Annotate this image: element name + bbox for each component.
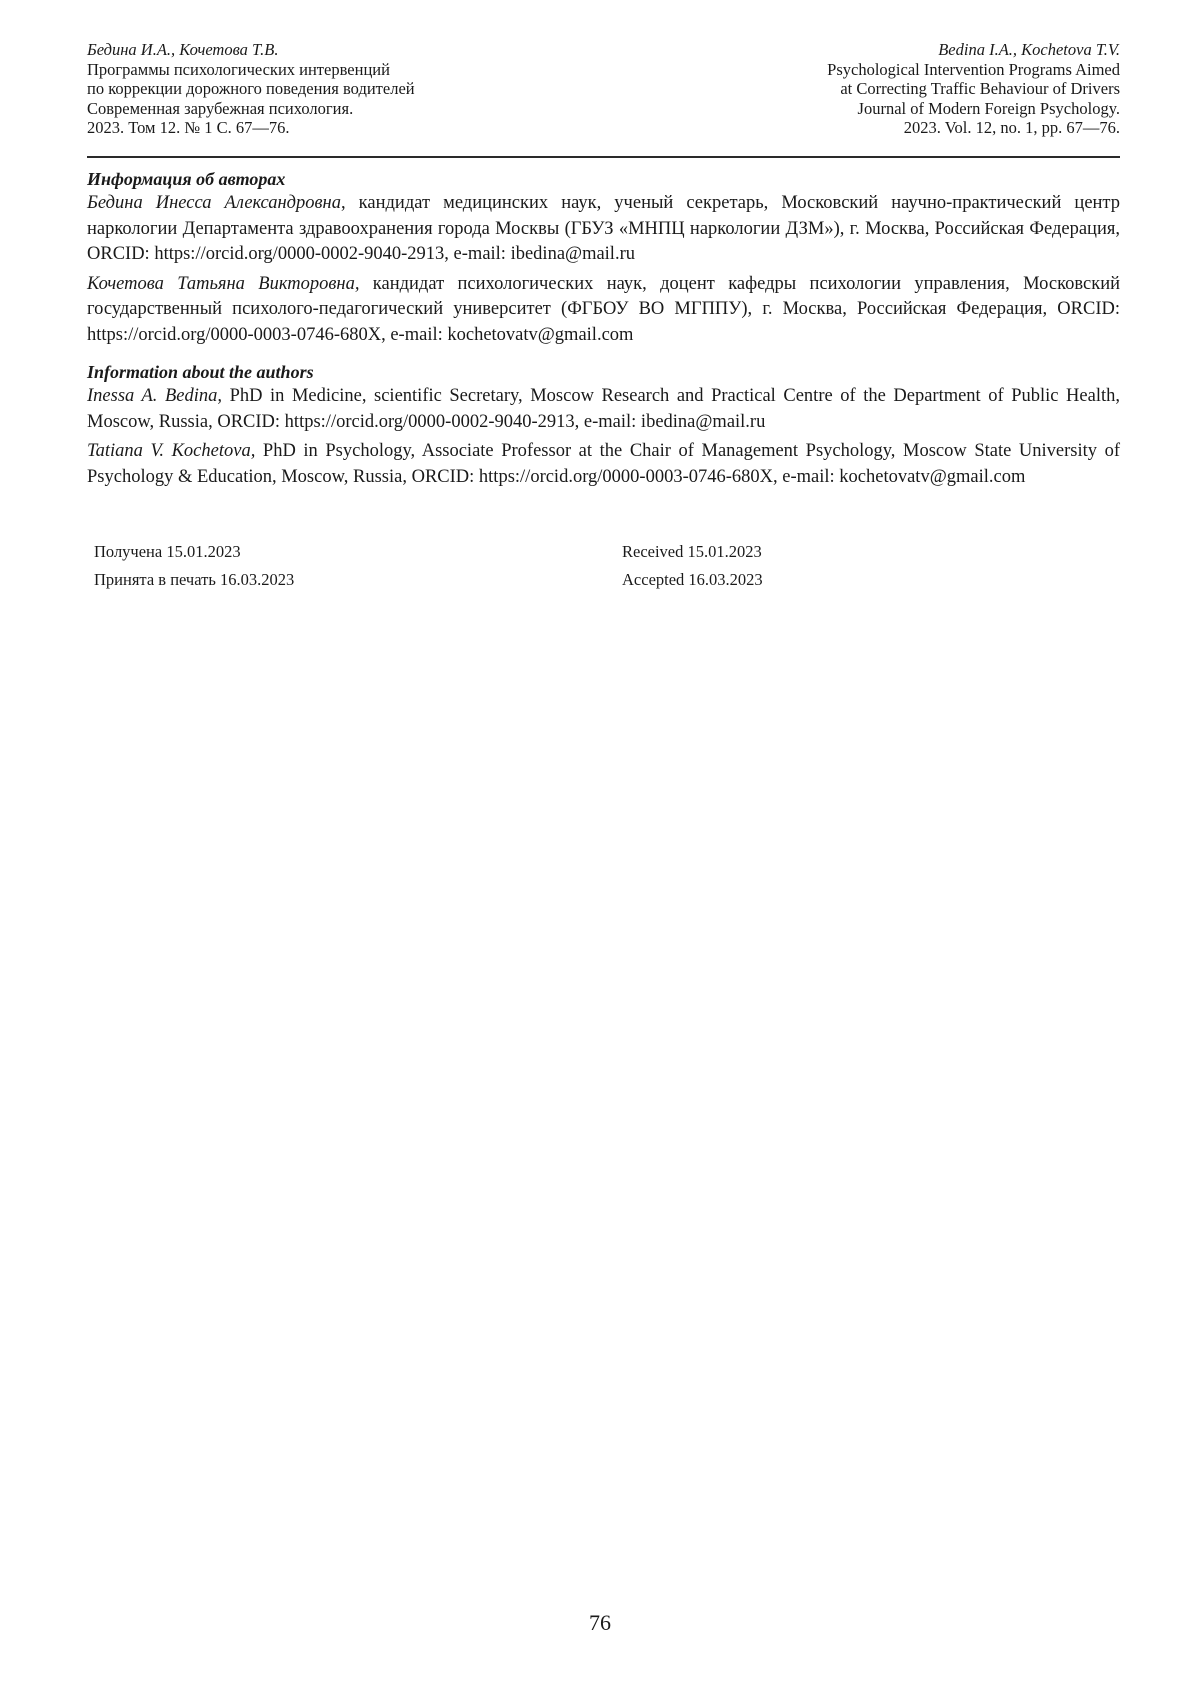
- author-info-ru: [87, 167, 1120, 348]
- header-title-ru-line1: Программы психологических интервенций: [87, 59, 390, 79]
- header-issue-en: 2023. Vol. 12, no. 1, pp. 67—76.: [903, 118, 1120, 138]
- dates-ru: [94, 538, 294, 594]
- author-details: PhD in Medicine, scientific Secretary, Moscow Research and Practical Centre of the Department of Public Health, Moscow, Russia, ORCID: https://orcid.org/0000-0002-9040-2913, e-mail: ibedina@mail.ru: [87, 386, 1120, 432]
- header-title-ru-line2: по коррекции дорожного поведения водителей: [87, 79, 415, 99]
- author-entry: [87, 191, 1120, 268]
- header-journal-ru: Современная зарубежная психология.: [87, 98, 354, 118]
- author-details: , кандидат медицинских наук, ученый секретарь, Московский научно-практический центр наркологии Департамента здравоохранения города Москвы (ГБУЗ «МНПЦ наркологии ДЗМ»), г. Москва, Российская Федерация, ORCID: https://orcid.org/0000-0002-9040-2913, e-mail: ibedina@mail.ru: [87, 193, 1120, 264]
- running-header-en: [827, 40, 1120, 138]
- section-title-en: Information about the authors: [87, 362, 314, 382]
- author-name: Кочетова Татьяна Викторовна,: [87, 273, 360, 294]
- header-title-en-line1: Psychological Intervention Programs Aimed: [827, 59, 1120, 79]
- received-date-en: Received 15.01.2023: [622, 542, 762, 561]
- author-entry: [87, 384, 1120, 435]
- header-authors-en: Bedina I.A., Kochetova T.V.: [938, 40, 1120, 59]
- header-authors-ru: Бедина И.А., Кочетова Т.В.: [87, 40, 279, 59]
- accepted-date-en: Accepted 16.03.2023: [622, 570, 763, 589]
- author-name: Бедина Инесса Александровна: [87, 193, 341, 213]
- header-title-en-line2: at Correcting Traffic Behaviour of Drivers: [840, 79, 1120, 99]
- author-name: Inessa A. Bedina,: [87, 386, 223, 406]
- running-header-ru: [87, 40, 415, 138]
- header-issue-ru: 2023. Том 12. № 1 С. 67—76.: [87, 118, 290, 138]
- author-entry: [87, 272, 1120, 349]
- received-date-ru: Получена 15.01.2023: [94, 542, 241, 561]
- author-details: кандидат психологических наук, доцент кафедры психологии управления, Московский государственный психолого-педагогический университет (ФГБОУ ВО МГППУ), г. Москва, Российская Федерация, ORCID: https://orcid.org/0000-0003-0746-680X, e-mail: kochetovatv@gmail.com: [87, 273, 1120, 345]
- header-divider: [87, 156, 1120, 158]
- accepted-date-ru: Принята в печать 16.03.2023: [94, 570, 295, 589]
- page-number: 76: [589, 1610, 611, 1635]
- author-details: PhD in Psychology, Associate Professor at the Chair of Management Psychology, Moscow State University of Psychology & Education, Moscow, Russia, ORCID: https://orcid.org/0000-0003-0746-680X, e-mail: kochetovatv@gmail.com: [87, 441, 1120, 487]
- dates-en: [622, 538, 763, 594]
- author-info-en: [87, 360, 1120, 490]
- header-journal-en: Journal of Modern Foreign Psychology.: [857, 98, 1120, 118]
- author-entry: [87, 439, 1120, 490]
- author-information: [87, 167, 1120, 502]
- section-title-ru: Информация об авторах: [87, 169, 286, 189]
- author-name: Tatiana V. Kochetova,: [87, 441, 256, 461]
